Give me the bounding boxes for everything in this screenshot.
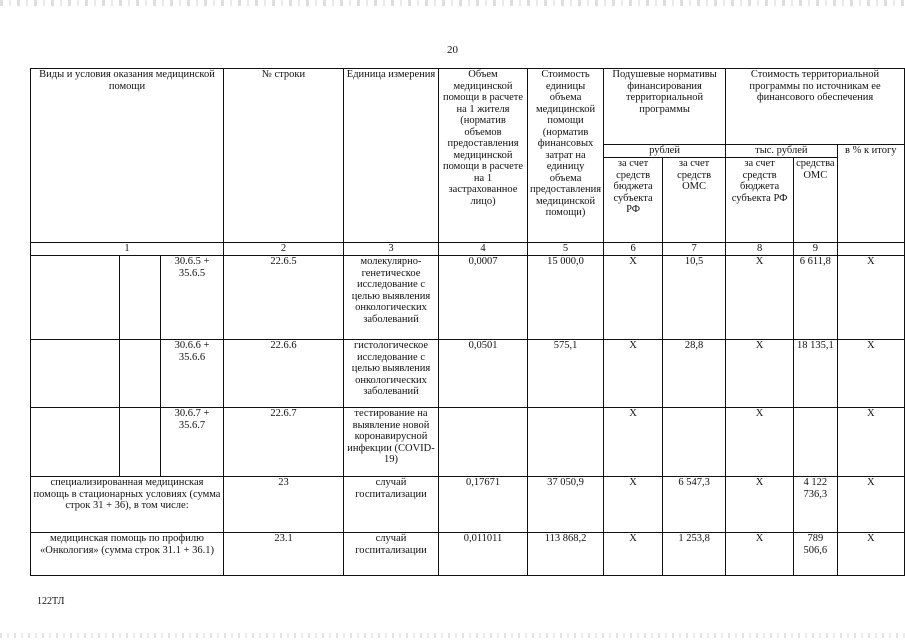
column-number-8: 8: [726, 243, 794, 256]
row-c9: X: [837, 533, 904, 576]
table-row: [31, 408, 905, 477]
row-c5: X: [604, 533, 663, 576]
row-volume: 0,0007: [439, 256, 528, 340]
row-c9: X: [837, 408, 904, 477]
header-row-no: № строки: [224, 69, 344, 243]
column-number-6: 6: [604, 243, 663, 256]
row-c6: 28,8: [663, 340, 726, 408]
header-budget: за счет средств бюджета субъекта РФ: [604, 158, 663, 243]
row-c9: X: [837, 340, 904, 408]
row-unit: случай госпитализации: [344, 533, 439, 576]
header-program-cost: Стоимость территориальной программы по источникам ее финансового обеспечения: [726, 69, 905, 145]
row-number: 22.6.5: [224, 256, 344, 340]
scan-noise-bottom: [0, 633, 905, 638]
row-c7: X: [726, 477, 794, 533]
row-c7: X: [726, 340, 794, 408]
row-number: 22.6.6: [224, 340, 344, 408]
row-ref: 30.6.6 + 35.6.6: [161, 340, 224, 408]
header-percent: в % к итогу: [837, 145, 904, 243]
row-c6: 10,5: [663, 256, 726, 340]
row-number: 23.1: [224, 533, 344, 576]
header-cost: Стоимость единицы объема медицинской помощи (норматив финансовых затрат на единицу объема предоставления медицинской помощи): [528, 69, 604, 243]
column-number-10: [837, 243, 904, 256]
row-unit: молекулярно-генетическое исследование с целью выявления онкологических заболеваний: [344, 256, 439, 340]
row-unit: случай госпитализации: [344, 477, 439, 533]
header-kinds: Виды и условия оказания медицинской помощи: [31, 69, 224, 243]
table-row: [31, 477, 905, 533]
header-row-1: [31, 69, 905, 145]
header-oms: за счет средств ОМС: [663, 158, 726, 243]
row-c5: X: [604, 477, 663, 533]
table-row: [31, 533, 905, 576]
empty-cell: [120, 340, 161, 408]
empty-cell: [31, 408, 120, 477]
column-number-9: 9: [794, 243, 838, 256]
row-cost: 15 000,0: [528, 256, 604, 340]
row-c8: [794, 408, 838, 477]
column-numbers-row: [31, 243, 905, 256]
row-number: 22.6.7: [224, 408, 344, 477]
budget-table: [30, 68, 905, 576]
column-number-2: 2: [224, 243, 344, 256]
footer-code: 122ТЛ: [37, 596, 65, 607]
header-rub: рублей: [604, 145, 726, 158]
row-c8: 18 135,1: [794, 340, 838, 408]
table-row: [31, 256, 905, 340]
header-percapita: Подушевые нормативы финансирования территориальной программы: [604, 69, 726, 145]
column-number-5: 5: [528, 243, 604, 256]
empty-cell: [31, 340, 120, 408]
row-c7: X: [726, 256, 794, 340]
scan-noise-top: [0, 0, 905, 6]
row-c5: X: [604, 256, 663, 340]
row-c7: X: [726, 533, 794, 576]
row-label: медицинская помощь по профилю «Онкология» (сумма строк 31.1 + 36.1): [31, 533, 224, 576]
column-number-3: 3: [344, 243, 439, 256]
row-c8: 6 611,8: [794, 256, 838, 340]
row-cost: 575,1: [528, 340, 604, 408]
row-cost: 37 050,9: [528, 477, 604, 533]
row-c8: 789 506,6: [794, 533, 838, 576]
column-number-1: 1: [31, 243, 224, 256]
row-c5: X: [604, 340, 663, 408]
row-c9: X: [837, 256, 904, 340]
column-number-4: 4: [439, 243, 528, 256]
empty-cell: [120, 408, 161, 477]
table-row: [31, 340, 905, 408]
row-number: 23: [224, 477, 344, 533]
header-unit: Единица измерения: [344, 69, 439, 243]
row-ref: 30.6.5 + 35.6.5: [161, 256, 224, 340]
row-c9: X: [837, 477, 904, 533]
row-cost: 113 868,2: [528, 533, 604, 576]
row-cost: [528, 408, 604, 477]
row-c6: 6 547,3: [663, 477, 726, 533]
page-number: 20: [447, 44, 458, 56]
row-label: специализированная медицинская помощь в стационарных условиях (сумма строк 31 + 36), в том числе:: [31, 477, 224, 533]
row-c7: X: [726, 408, 794, 477]
row-volume: 0,17671: [439, 477, 528, 533]
empty-cell: [120, 256, 161, 340]
header-oms-2: средства ОМС: [794, 158, 838, 243]
row-unit: тестирование на выявление новой коронавирусной инфекции (COVID-19): [344, 408, 439, 477]
header-budget-2: за счет средств бюджета субъекта РФ: [726, 158, 794, 243]
row-c8: 4 122 736,3: [794, 477, 838, 533]
header-thous-rub: тыс. рублей: [726, 145, 838, 158]
column-number-7: 7: [663, 243, 726, 256]
header-volume: Объем медицинской помощи в расчете на 1 жителя (норматив объемов предоставления медицинской помощи в расчете на 1 застрахованное лицо): [439, 69, 528, 243]
row-ref: 30.6.7 + 35.6.7: [161, 408, 224, 477]
row-c5: X: [604, 408, 663, 477]
row-volume: 0,0501: [439, 340, 528, 408]
row-volume: 0,011011: [439, 533, 528, 576]
row-unit: гистологическое исследование с целью выявления онкологических заболеваний: [344, 340, 439, 408]
row-volume: [439, 408, 528, 477]
row-c6: [663, 408, 726, 477]
row-c6: 1 253,8: [663, 533, 726, 576]
empty-cell: [31, 256, 120, 340]
